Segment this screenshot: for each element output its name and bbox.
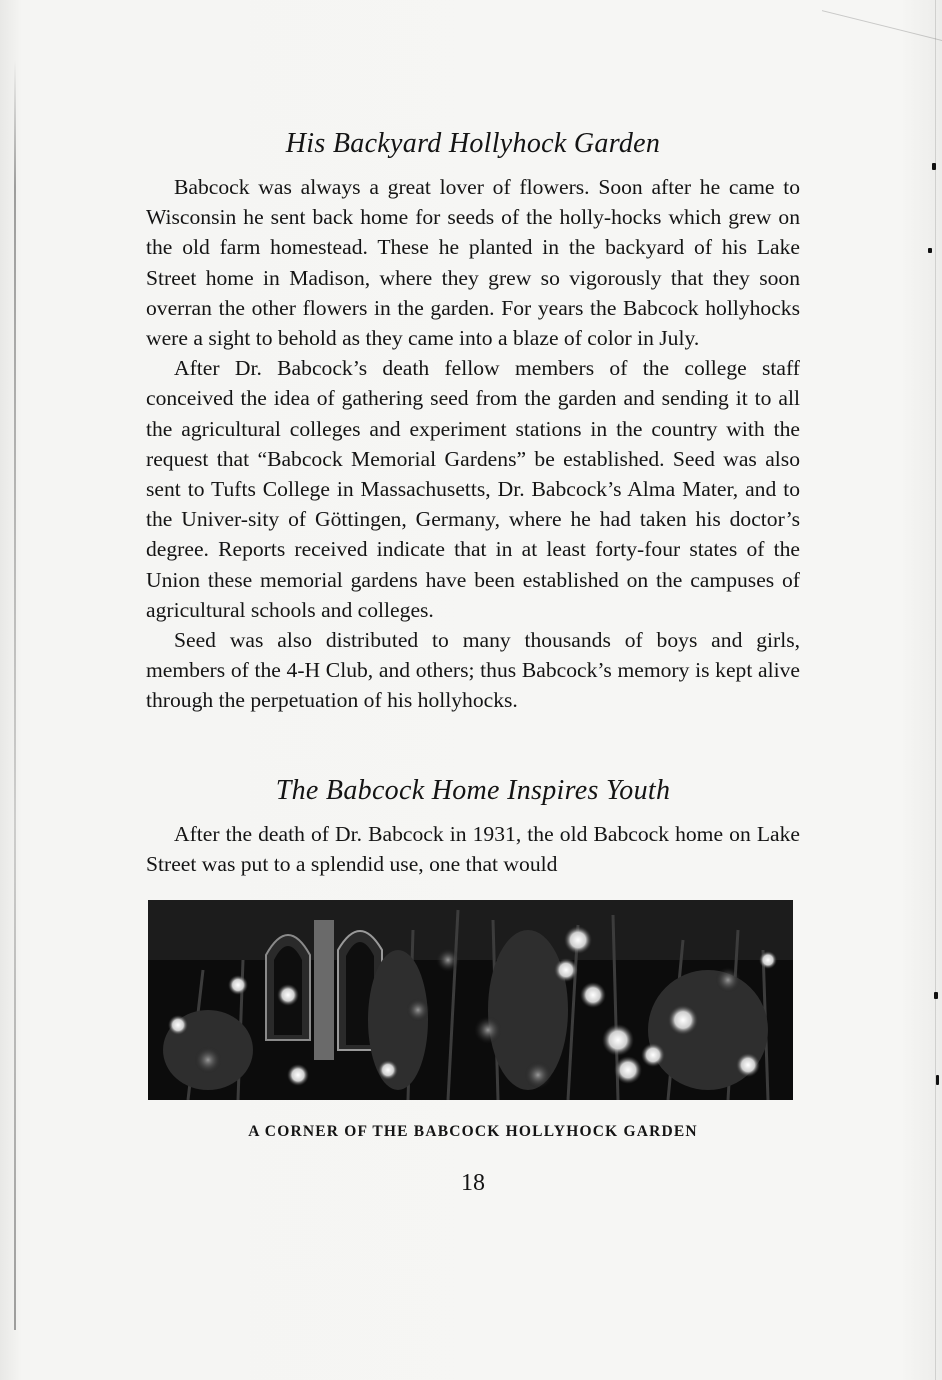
section-heading-babcock-home: The Babcock Home Inspires Youth (275, 775, 671, 806)
section-body-babcock-home (146, 819, 800, 879)
paragraph: Seed was also distributed to many thousands of boys and girls, members of the 4-H Club, and others; thus Babcock’s memory is kept alive through the perpetuation of his hollyhocks. (146, 628, 800, 713)
page-right-edge (935, 0, 936, 1380)
page-corner-curl (822, 0, 942, 41)
section-body-hollyhock-garden (146, 172, 800, 716)
hollyhock-garden-photo (148, 900, 793, 1100)
ink-speck (934, 992, 938, 999)
ink-speck (932, 163, 936, 170)
page-number: 18 (461, 1170, 485, 1196)
paragraph: Babcock was always a great lover of flowers. Soon after he came to Wisconsin he sent back home for seeds of the holly-hocks which grew on the old farm homestead. These he planted in the backyard of his Lake Street home in Madison, where they grew so vigorously that they soon overran the other flowers in the garden. For years the Babcock hollyhocks were a sight to behold as they came into a blaze of color in July. (146, 175, 800, 351)
ink-speck (928, 248, 932, 253)
paragraph: After the death of Dr. Babcock in 1931, the old Babcock home on Lake Street was put to a splendid use, one that would (146, 822, 800, 877)
section-heading-hollyhock-garden: His Backyard Hollyhock Garden (285, 128, 661, 159)
ink-speck (936, 1075, 939, 1085)
page-binding-edge (14, 60, 16, 1330)
paragraph: After Dr. Babcock’s death fellow members of the college staff conceived the idea of gathering seed from the garden and sending it to all the agricultural colleges and experiment stations in the country with the request that “Babcock Memorial Gardens” be established. Seed was also sent to Tufts College in Massachusetts, Dr. Babcock’s Alma Mater, and to the Univer-sity of Göttingen, Germany, where he had taken his doctor’s degree. Reports received indicate that in at least forty-four states of the Union these memorial gardens have been established on the campuses of agricultural schools and colleges. (146, 356, 800, 622)
figure-caption: A CORNER OF THE BABCOCK HOLLYHOCK GARDEN (248, 1123, 698, 1140)
